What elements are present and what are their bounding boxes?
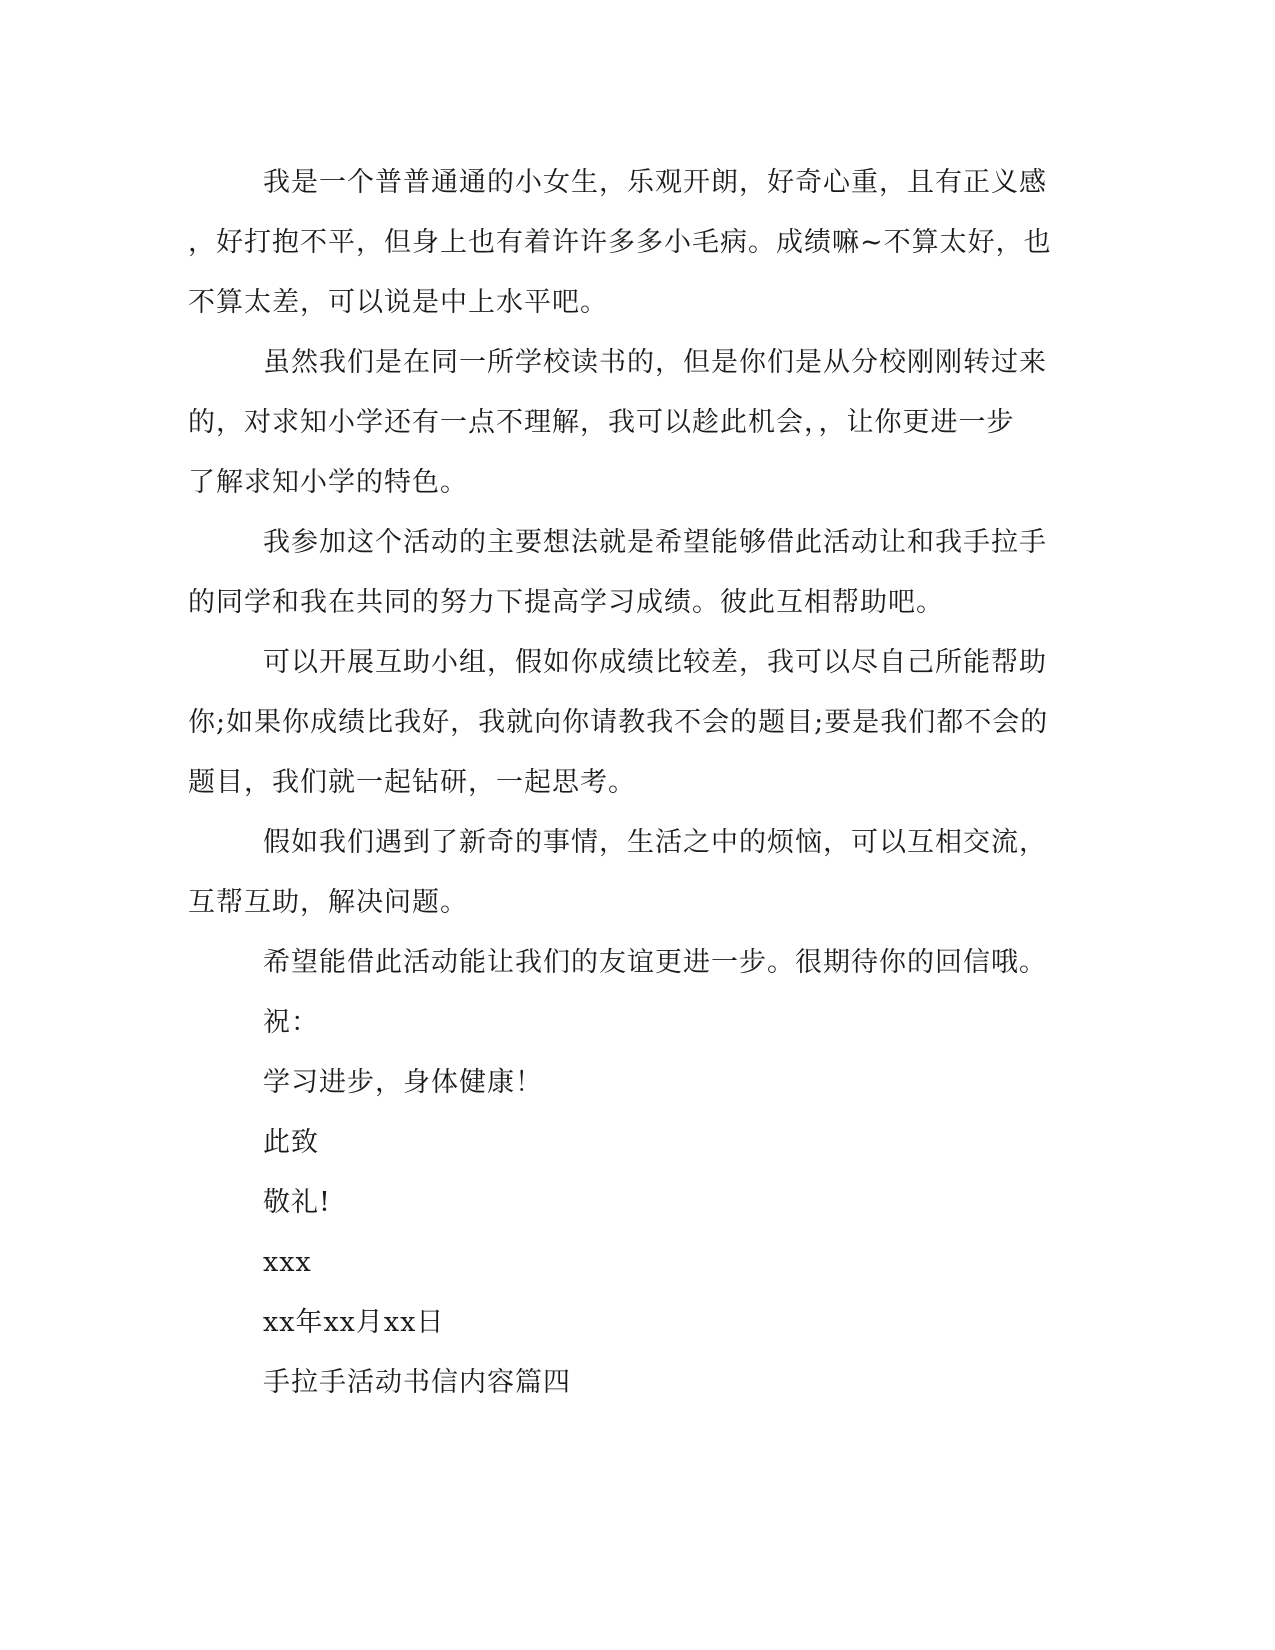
text-line: 假如我们遇到了新奇的事情，生活之中的烦恼，可以互相交流， xyxy=(263,827,1047,858)
paragraph xyxy=(188,933,1070,993)
text-line: 不算太差，可以说是中上水平吧。 xyxy=(188,287,608,318)
text-line: 可以开展互助小组，假如你成绩比较差，我可以尽自己所能帮助 xyxy=(263,647,1047,678)
text-line: 学习进步，身体健康！ xyxy=(263,1067,543,1098)
paragraph xyxy=(188,513,1070,633)
signature-name xyxy=(188,1233,1070,1293)
text-line: 互帮互助，解决问题。 xyxy=(188,887,468,918)
section-heading xyxy=(188,1353,1070,1413)
text-line: xx年xx月xx日 xyxy=(263,1307,445,1338)
closing-greeting xyxy=(188,993,1070,1053)
text-line: 的，对求知小学还有一点不理解，我可以趁此机会，，让你更进一步 xyxy=(188,407,1015,438)
text-line: 题目，我们就一起钻研，一起思考。 xyxy=(188,767,636,798)
text-line: 你;如果你成绩比我好，我就向你请教我不会的题目;要是我们都不会的 xyxy=(188,707,1049,738)
paragraph xyxy=(188,333,1070,513)
text-line: 此致 xyxy=(263,1127,319,1158)
paragraph xyxy=(188,813,1070,933)
closing-salutation xyxy=(188,1113,1070,1173)
text-line: 手拉手活动书信内容篇四 xyxy=(263,1367,571,1398)
paragraph xyxy=(188,153,1070,333)
text-line: 希望能借此活动能让我们的友谊更进一步。很期待你的回信哦。 xyxy=(263,947,1047,978)
text-line: 祝： xyxy=(263,1007,319,1038)
text-line: ，好打抱不平，但身上也有着许许多多小毛病。成绩嘛~不算太好，也 xyxy=(188,227,1052,258)
closing-wish xyxy=(188,1053,1070,1113)
text-line: 我参加这个活动的主要想法就是希望能够借此活动让和我手拉手 xyxy=(263,527,1047,558)
text-line: 敬礼! xyxy=(263,1187,331,1218)
paragraph xyxy=(188,633,1070,813)
text-line: 了解求知小学的特色。 xyxy=(188,467,468,498)
closing-respect xyxy=(188,1173,1070,1233)
text-line: 我是一个普普通通的小女生，乐观开朗，好奇心重，且有正义感 xyxy=(263,167,1047,198)
text-line: 的同学和我在共同的努力下提高学习成绩。彼此互相帮助吧。 xyxy=(188,587,944,618)
signature-date xyxy=(188,1293,1070,1353)
text-line: xxx xyxy=(263,1247,312,1278)
text-line: 虽然我们是在同一所学校读书的，但是你们是从分校刚刚转过来 xyxy=(263,347,1047,378)
letter-body xyxy=(188,153,1070,1413)
